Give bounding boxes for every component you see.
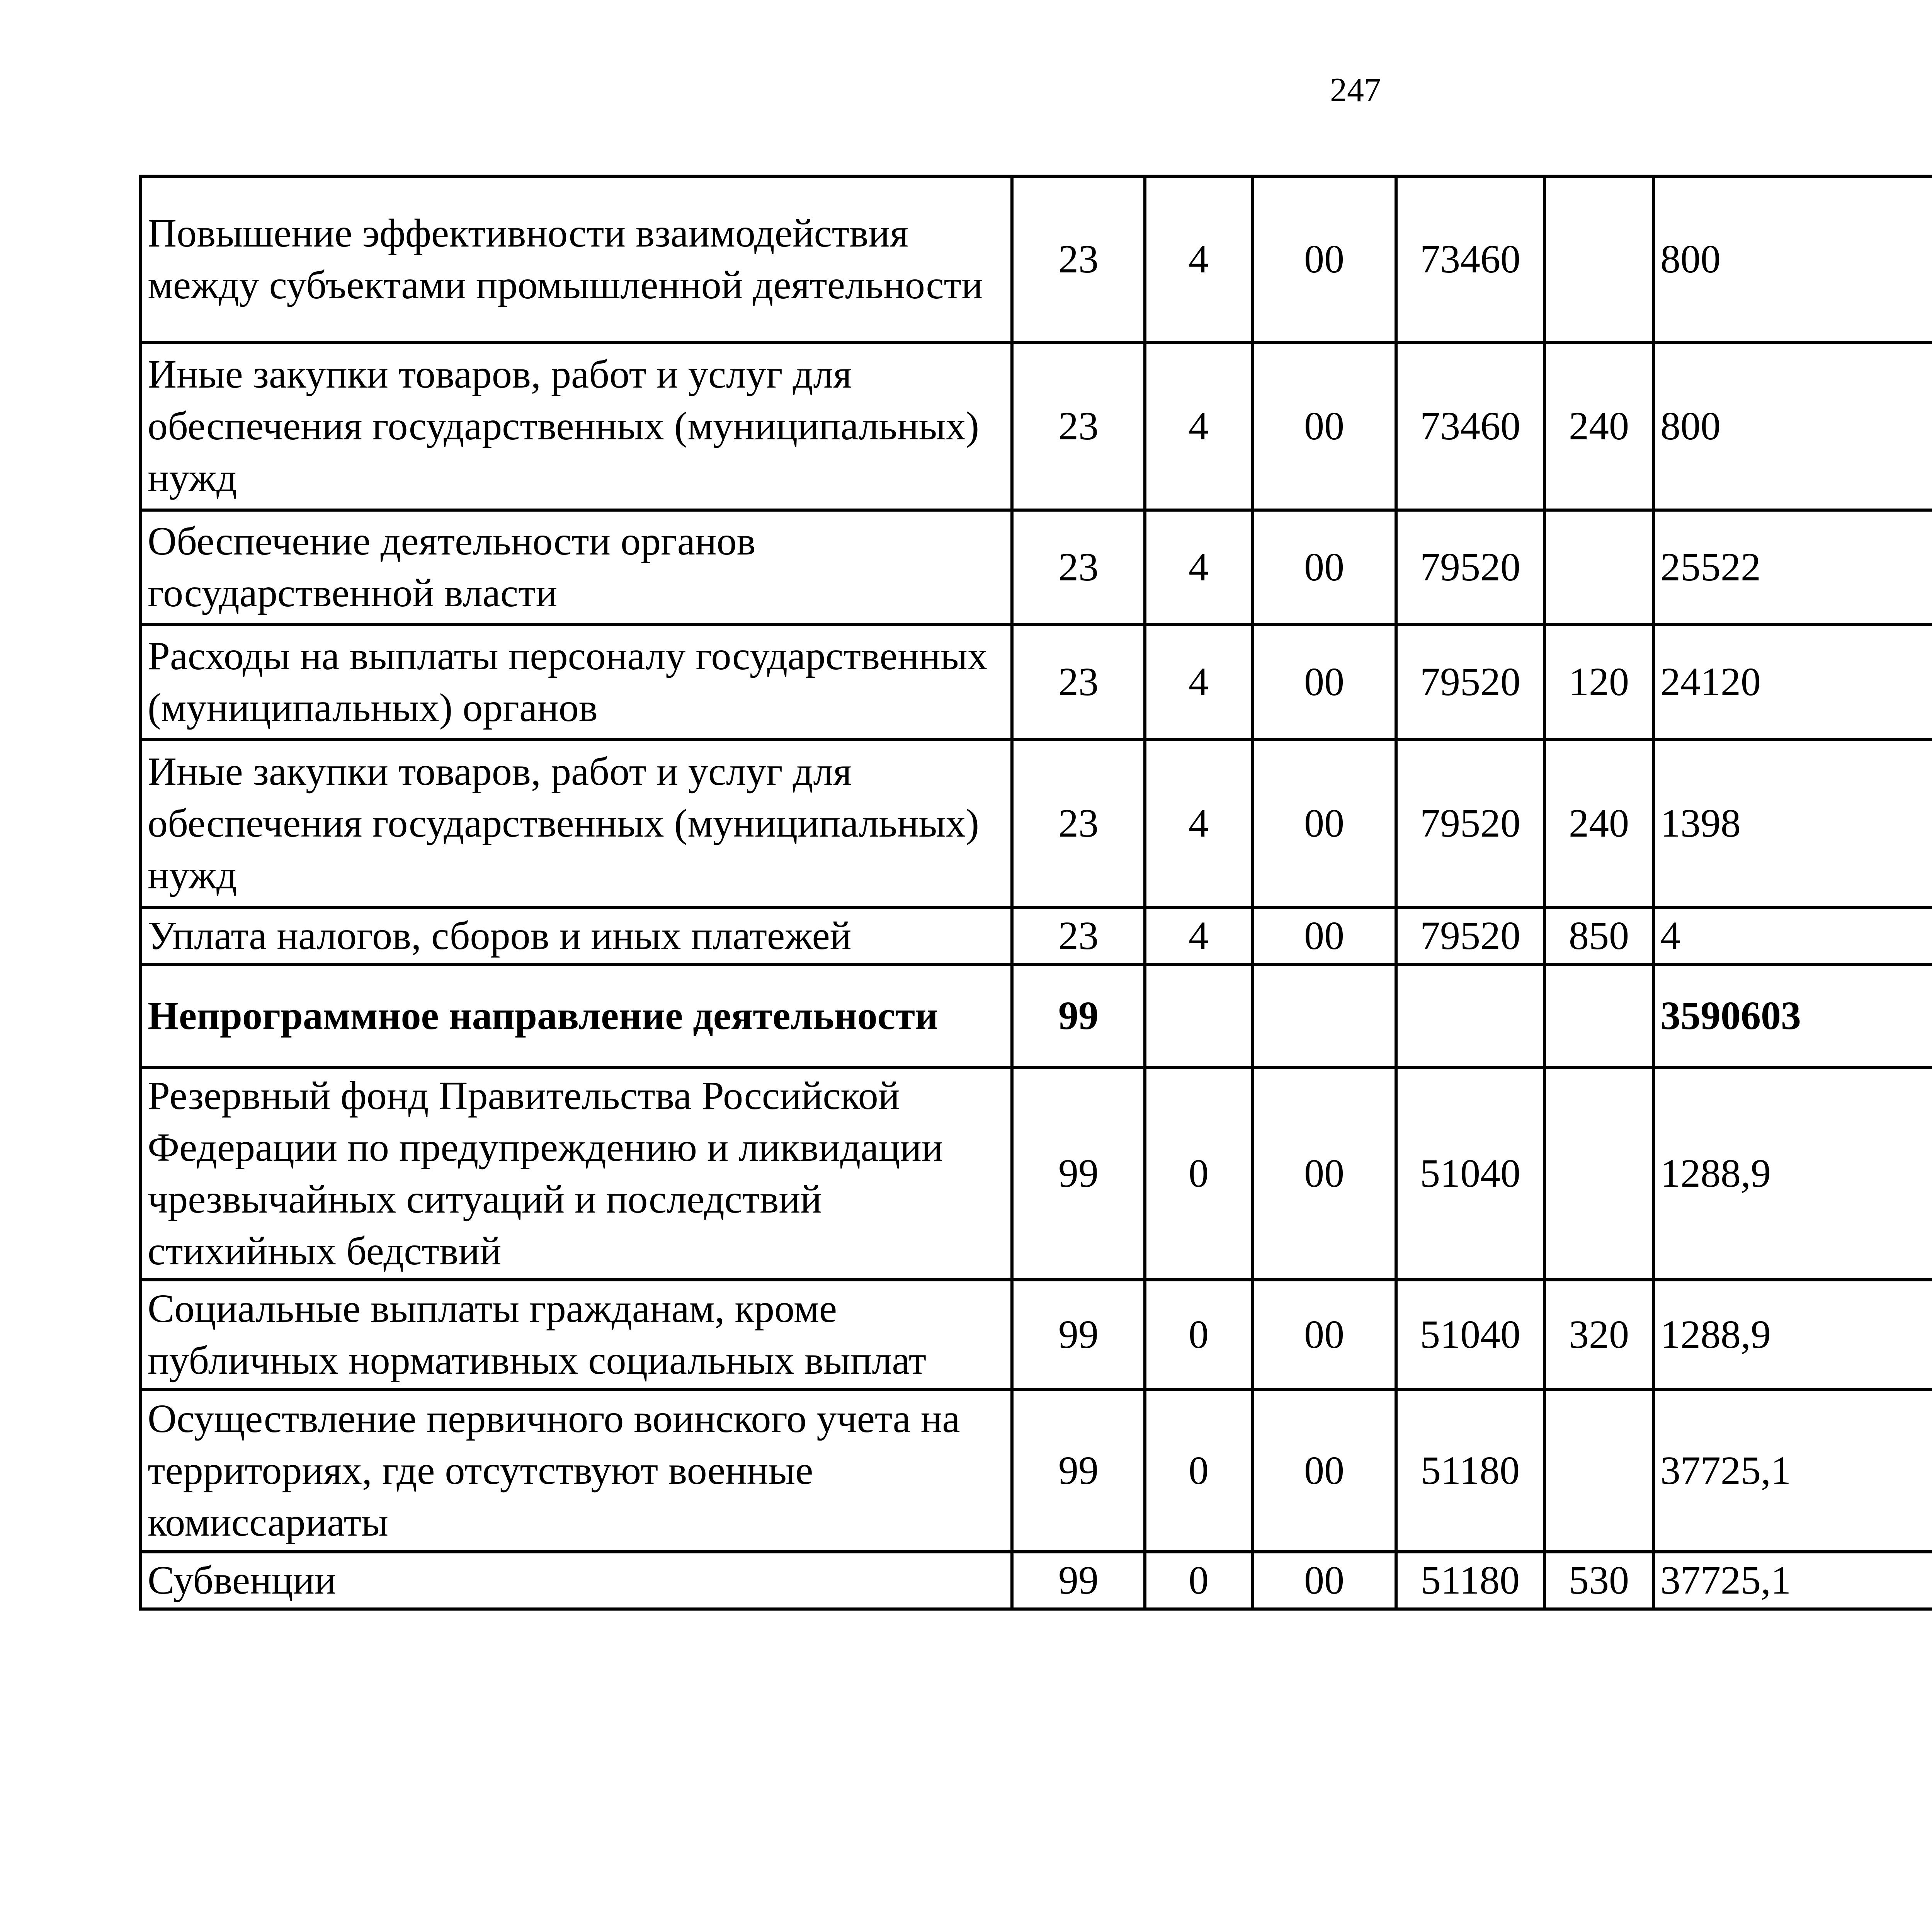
code-cell: 23 [1012,624,1145,740]
code-cell: 51040 [1396,1280,1544,1390]
code-cell: 00 [1252,1067,1396,1280]
code-cell: 73460 [1396,342,1544,510]
code-cell [1544,1390,1653,1552]
code-cell: 79520 [1396,740,1544,907]
code-cell: 320 [1544,1280,1653,1390]
table-row [141,624,1932,740]
amount-cell: 1398 [1653,740,1932,907]
amount-cell: 800 [1653,176,1932,342]
code-cell: 79520 [1396,510,1544,624]
row-name: Расходы на выплаты персоналу государственных (муниципальных) органов [141,624,1012,740]
code-cell: 0 [1145,1067,1252,1280]
code-cell: 240 [1544,342,1653,510]
code-cell: 51180 [1396,1390,1544,1552]
table-row [141,964,1932,1067]
code-cell: 4 [1145,624,1252,740]
code-cell: 00 [1252,1280,1396,1390]
table-row [141,1067,1932,1280]
amount-cell: 1288,9 [1653,1280,1932,1390]
code-cell [1544,176,1653,342]
code-cell [1544,964,1653,1067]
table-row [141,510,1932,624]
code-cell: 00 [1252,624,1396,740]
code-cell: 240 [1544,740,1653,907]
table-row [141,1552,1932,1609]
row-name: Резервный фонд Правительства Российской Федерации по предупреждению и ликвидации чрезвычайных ситуаций и последствий стихийных бедствий [141,1067,1012,1280]
amount-cell: 25522 [1653,510,1932,624]
row-name: Обеспечение деятельности органов государственной власти [141,510,1012,624]
row-name: Осуществление первичного воинского учета на территориях, где отсутствуют военные комиссариаты [141,1390,1012,1552]
code-cell: 99 [1012,1390,1145,1552]
row-name: Уплата налогов, сборов и иных платежей [141,907,1012,964]
code-cell: 51040 [1396,1067,1544,1280]
page-number: 247 [1330,71,1381,109]
budget-table [139,175,1932,1611]
row-name: Субвенции [141,1552,1012,1609]
code-cell: 530 [1544,1552,1653,1609]
code-cell: 4 [1145,510,1252,624]
code-cell: 23 [1012,342,1145,510]
code-cell: 120 [1544,624,1653,740]
table-row [141,342,1932,510]
amount-cell: 24120 [1653,624,1932,740]
amount-cell: 800 [1653,342,1932,510]
amount-cell: 4 [1653,907,1932,964]
code-cell: 00 [1252,510,1396,624]
row-name: Иные закупки товаров, работ и услуг для обеспечения государственных (муниципальных) нужд [141,740,1012,907]
code-cell: 51180 [1396,1552,1544,1609]
amount-cell: 37725,1 [1653,1390,1932,1552]
code-cell: 73460 [1396,176,1544,342]
code-cell: 00 [1252,176,1396,342]
code-cell: 0 [1145,1390,1252,1552]
code-cell: 850 [1544,907,1653,964]
code-cell [1396,964,1544,1067]
code-cell: 4 [1145,907,1252,964]
amount-cell: 1288,9 [1653,1067,1932,1280]
code-cell [1252,964,1396,1067]
code-cell: 4 [1145,740,1252,907]
row-name: Непрограммное направление деятельности [141,964,1012,1067]
row-name: Иные закупки товаров, работ и услуг для обеспечения государственных (муниципальных) нужд [141,342,1012,510]
code-cell: 99 [1012,1067,1145,1280]
row-name: Повышение эффективности взаимодействия между субъектами промышленной деятельности [141,176,1012,342]
code-cell: 99 [1012,1280,1145,1390]
table-row [141,176,1932,342]
amount-cell: 3590603 [1653,964,1932,1067]
code-cell: 00 [1252,1552,1396,1609]
code-cell: 00 [1252,740,1396,907]
table-row [141,1280,1932,1390]
code-cell: 23 [1012,907,1145,964]
code-cell: 79520 [1396,624,1544,740]
table-row [141,1390,1932,1552]
amount-cell: 37725,1 [1653,1552,1932,1609]
code-cell: 23 [1012,510,1145,624]
code-cell: 23 [1012,740,1145,907]
code-cell: 00 [1252,907,1396,964]
code-cell: 00 [1252,342,1396,510]
code-cell: 99 [1012,1552,1145,1609]
row-name: Социальные выплаты гражданам, кроме публичных нормативных социальных выплат [141,1280,1012,1390]
code-cell: 4 [1145,176,1252,342]
code-cell: 0 [1145,1552,1252,1609]
code-cell: 00 [1252,1390,1396,1552]
table-row [141,740,1932,907]
code-cell: 23 [1012,176,1145,342]
code-cell [1544,1067,1653,1280]
table-row [141,907,1932,964]
code-cell: 79520 [1396,907,1544,964]
code-cell: 4 [1145,342,1252,510]
code-cell [1145,964,1252,1067]
code-cell: 0 [1145,1280,1252,1390]
code-cell [1544,510,1653,624]
code-cell: 99 [1012,964,1145,1067]
